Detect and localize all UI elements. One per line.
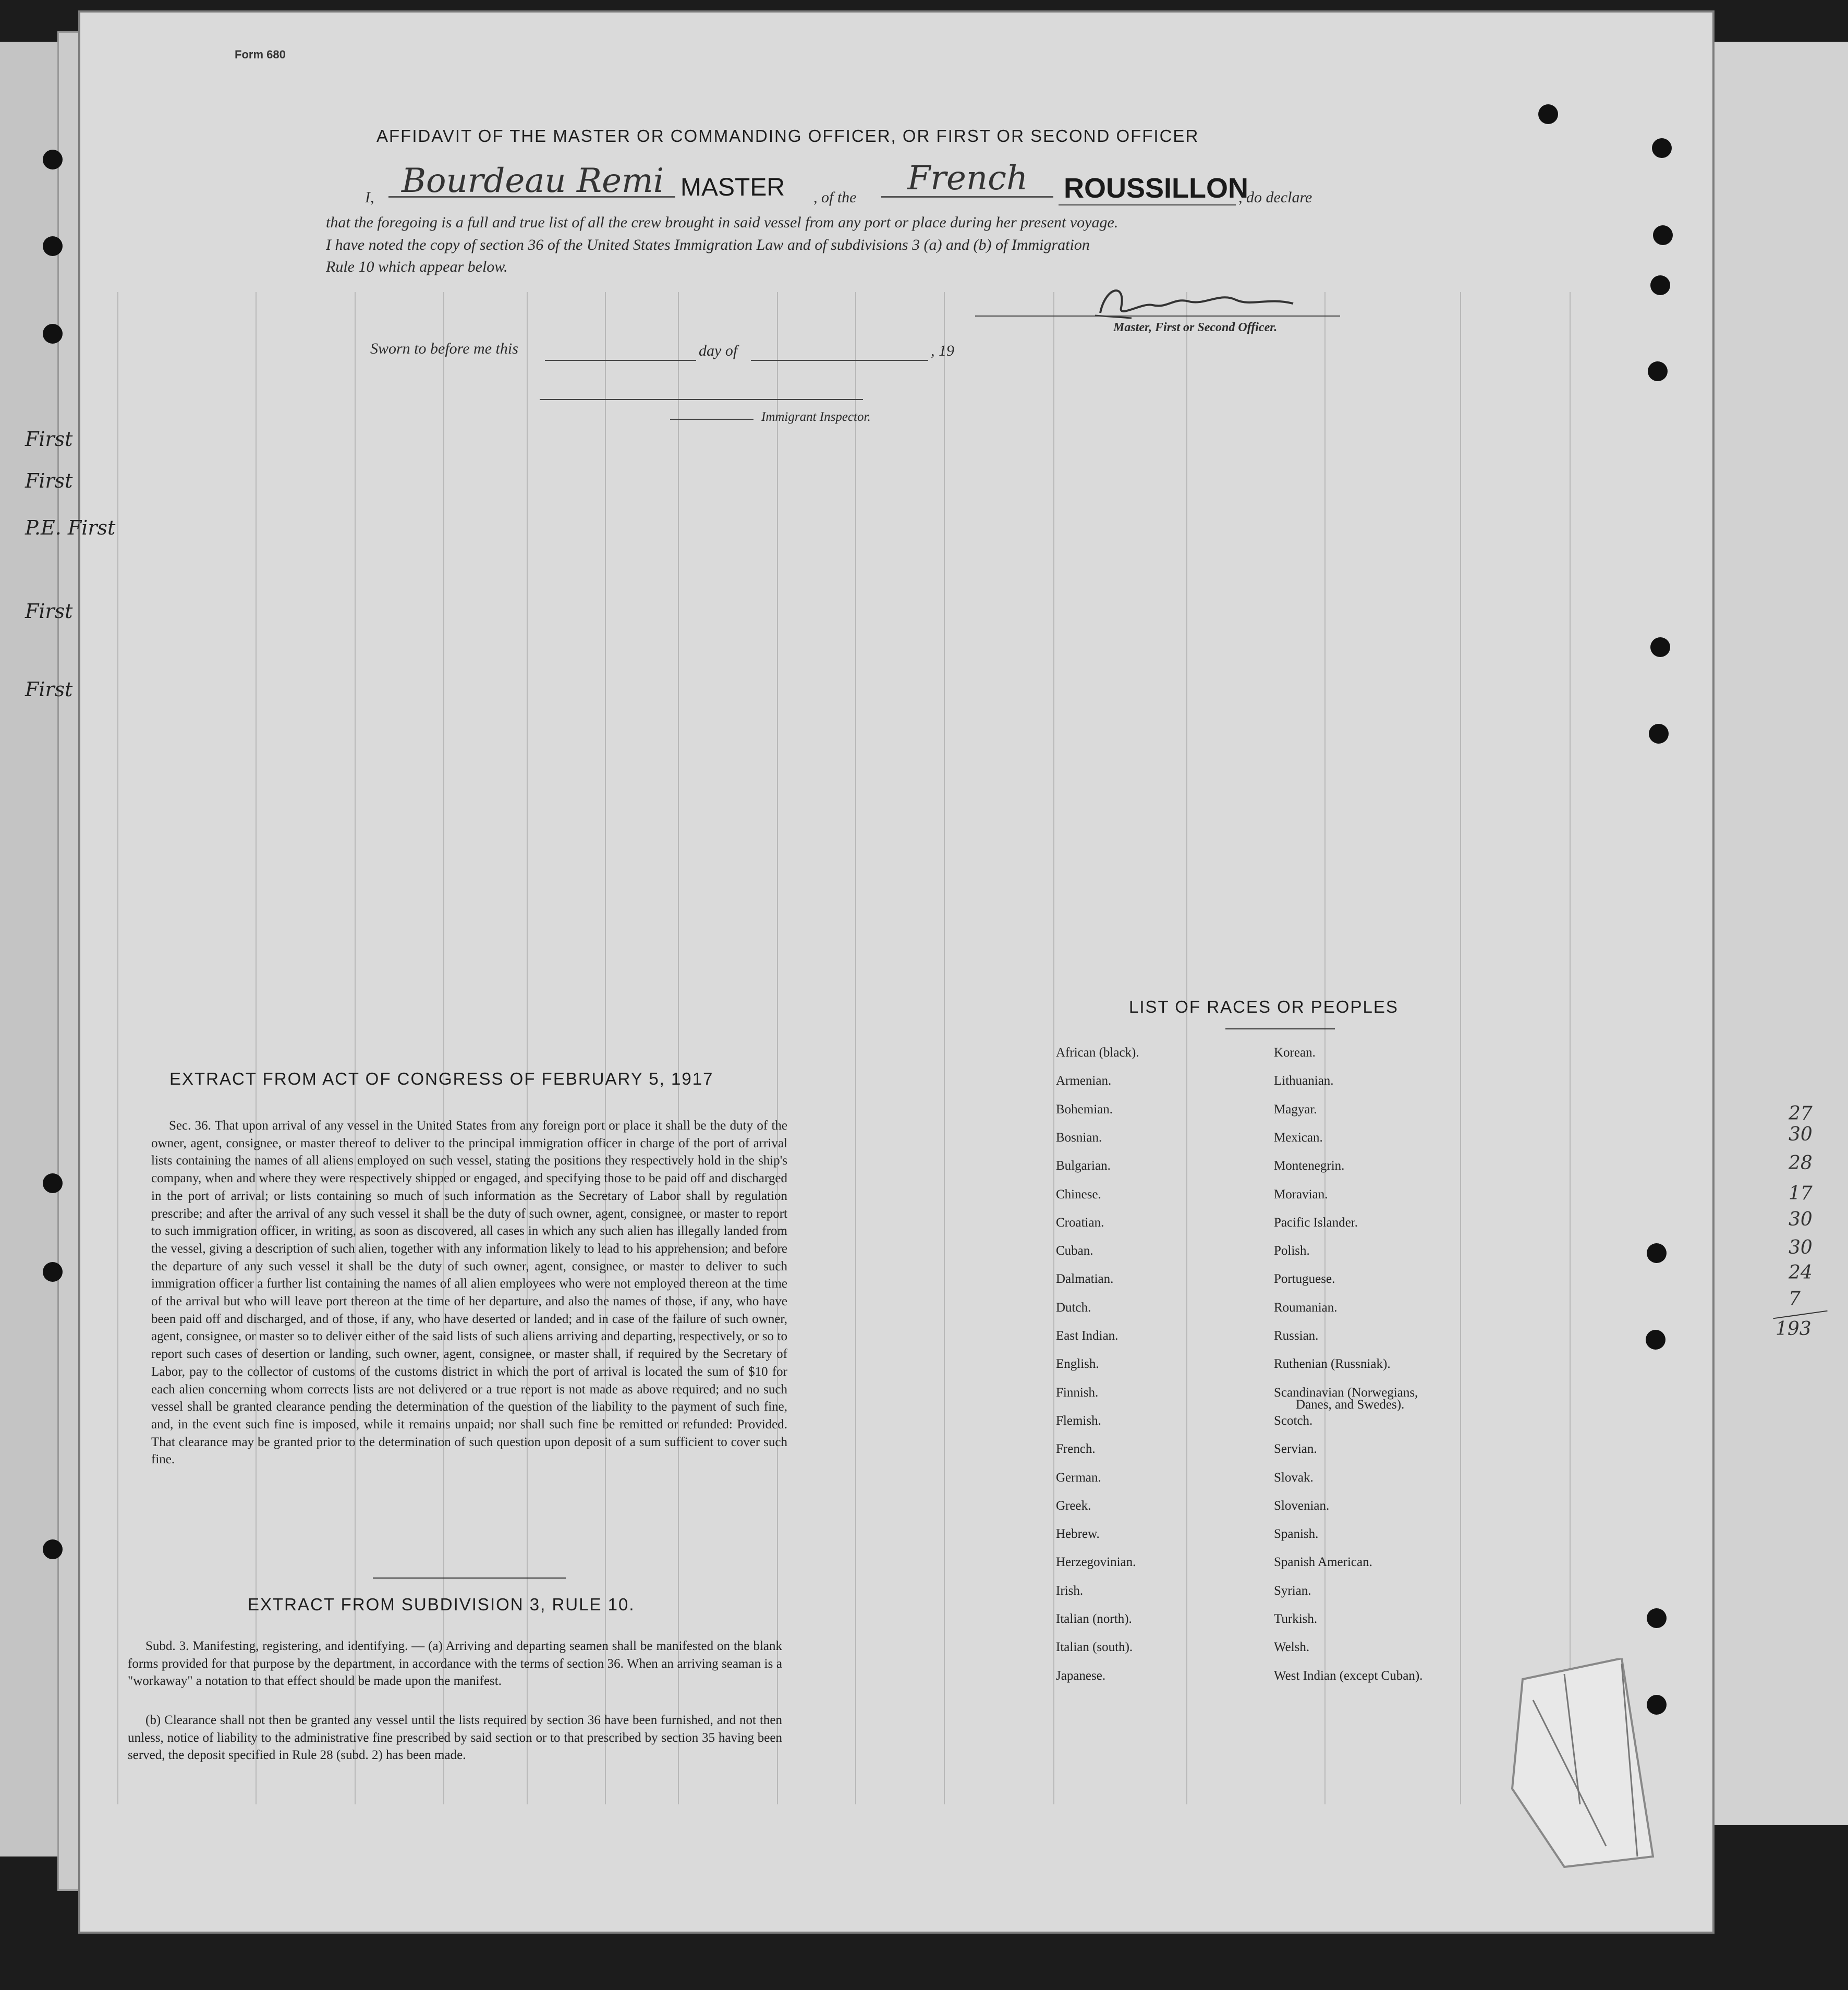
tally-number: 24 <box>1789 1262 1813 1283</box>
tally-number: 17 <box>1789 1183 1813 1204</box>
race-item: English. <box>1056 1357 1099 1372</box>
sworn-day-line <box>545 360 696 361</box>
month-line <box>751 360 928 361</box>
vessel-name: ROUSSILLON <box>1064 173 1249 204</box>
race-item: Spanish American. <box>1274 1555 1372 1570</box>
race-item: Servian. <box>1274 1442 1317 1457</box>
race-item: Roumanian. <box>1274 1300 1338 1315</box>
race-item: Finnish. <box>1056 1385 1099 1400</box>
affidavit-title: AFFIDAVIT OF THE MASTER OR COMMANDING OFFICER, OR FIRST OR SECOND OFFICER <box>376 126 1199 145</box>
race-item: Dutch. <box>1056 1300 1091 1315</box>
act-extract-title: EXTRACT FROM ACT OF CONGRESS OF FEBRUARY 5, 1917 <box>169 1069 714 1088</box>
race-item: Scotch. <box>1274 1413 1313 1428</box>
race-item: Bosnian. <box>1056 1130 1102 1145</box>
tally-number: 30 <box>1789 1124 1813 1145</box>
master-name-handwritten: Bourdeau Remi <box>402 162 664 200</box>
race-item: Flemish. <box>1056 1413 1101 1428</box>
race-item: Italian (south). <box>1056 1640 1133 1655</box>
margin-note: P.E. First <box>25 516 116 539</box>
race-item: Pacific Islander. <box>1274 1215 1358 1230</box>
sworn-text: Sworn to before me this <box>370 340 518 357</box>
race-item: Herzegovinian. <box>1056 1555 1136 1570</box>
race-item: East Indian. <box>1056 1329 1118 1343</box>
race-item: Italian (north). <box>1056 1612 1132 1626</box>
race-item: Irish. <box>1056 1583 1084 1598</box>
affidavit-line-4: Rule 10 which appear below. <box>326 258 508 275</box>
race-item: German. <box>1056 1470 1101 1485</box>
rule-extract-title: EXTRACT FROM SUBDIVISION 3, RULE 10. <box>248 1595 635 1614</box>
margin-note: First <box>25 600 73 623</box>
inspector-signature-line <box>540 399 863 400</box>
tally-number: 193 <box>1776 1318 1811 1340</box>
race-item: Croatian. <box>1056 1215 1104 1230</box>
race-item: Bulgarian. <box>1056 1159 1111 1173</box>
signature-line <box>975 316 1340 317</box>
race-item: Portuguese. <box>1274 1272 1335 1287</box>
race-item: Armenian. <box>1056 1074 1112 1088</box>
race-scandinavian-cont: Danes, and Swedes). <box>1296 1398 1405 1412</box>
vessel-line <box>1059 204 1236 205</box>
race-item: Dalmatian. <box>1056 1272 1114 1287</box>
races-title-underline <box>1225 1028 1335 1029</box>
race-item: Lithuanian. <box>1274 1074 1334 1088</box>
race-item: Moravian. <box>1274 1187 1328 1202</box>
race-item: Korean. <box>1274 1046 1316 1060</box>
tally-number: 27 <box>1789 1103 1813 1124</box>
races-title: LIST OF RACES OR PEOPLES <box>1129 997 1399 1016</box>
race-item: Spanish. <box>1274 1527 1319 1542</box>
race-item: French. <box>1056 1442 1096 1457</box>
race-item: African (black). <box>1056 1046 1139 1060</box>
race-item: Magyar. <box>1274 1102 1317 1117</box>
torn-corner <box>1502 1658 1658 1877</box>
form-number: Form 680 <box>235 48 286 61</box>
margin-note: First <box>25 469 73 492</box>
tally-number: 7 <box>1789 1288 1801 1309</box>
rule-extract-para-a: Subd. 3. Manifesting, registering, and identifying. — (a) Arriving and departing seamen shall be manifested on the blank forms provided for that purpose by the department, in accordance with the terms of section 36. When an arriving seaman is a "workaway" a notation to that effect should be made upon the manifest. <box>128 1639 782 1689</box>
race-item: Polish. <box>1274 1244 1310 1258</box>
race-item: Syrian. <box>1274 1583 1311 1598</box>
race-item: Ruthenian (Russniak). <box>1274 1357 1391 1372</box>
race-item: Bohemian. <box>1056 1102 1113 1117</box>
of-the: , of the <box>813 189 857 206</box>
race-item: Chinese. <box>1056 1187 1101 1202</box>
inspector-short-line <box>670 419 753 420</box>
day-of: day of <box>699 342 738 359</box>
tally-number: 30 <box>1789 1237 1813 1258</box>
race-item: Russian. <box>1274 1329 1319 1343</box>
affidavit-line-3: I have noted the copy of section 36 of the United States Immigration Law and of subdivisions 3 (a) and (b) of Immigration <box>326 236 1090 253</box>
race-item: Scandinavian (Norwegians, <box>1274 1385 1418 1400</box>
affidavit-i: I, <box>365 189 374 206</box>
race-item: Welsh. <box>1274 1640 1310 1655</box>
inspector-label: Immigrant Inspector. <box>761 410 871 424</box>
rank: MASTER <box>680 174 785 201</box>
race-item: Montenegrin. <box>1274 1159 1345 1173</box>
race-item: Greek. <box>1056 1498 1091 1513</box>
race-item: Japanese. <box>1056 1668 1106 1683</box>
do-declare: , do declare <box>1238 189 1312 206</box>
act-extract-text: Sec. 36. That upon arrival of any vessel in the United States from any foreign port or place it shall be the duty of the owner, agent, consignee, or master thereof to deliver to the principal immigration officer in charge of the port of arrival lists containing the names of all aliens employed on such vessel, stating the positions they respectively hold in the ship's company, when and where they were respectively shipped or engaged, and specifying those to be paid off and discharged in the port of arrival; or lists containing so much of such information as the Secretary of Labor shall by regulation prescribe; and after the arrival of any such vessel it shall be the duty of such owner, agent, consignee, or master to report to such immigration officer, in writing, as soon as discovered, all cases in which any such alien has illegally landed from the vessel, giving a description of such alien, together with any information likely to lead to his apprehension; and before the departure of any such vessel it shall be the duty of such owner, agent, consignee, or master to deliver to such immigration officer a further list containing the names of all alien employees who were not employed thereon at the time of the arrival but who will leave port thereon at the time of her departure, and also the names of those, if any, who have been paid off and discharged, and of those, if any, who have deserted or landed; and in case of the failure of such owner, agent, consignee, or master so to deliver either of the said lists of such aliens arriving and departing, respectively, or so to report such cases of desertion or landing, such owner, agent, consignee, or master shall, if required by the Secretary of Labor, pay to the collector of customs of the customs district in which the port of arrival is located the sum of $10 for each alien concerning whom corrects lists are not delivered or a true report is not made as above required; and no such vessel shall be granted clearance pending the determination of the question of the liability to the payment of such fine, and, in the event such fine is imposed, while it remains unpaid; nor shall such fine be remitted or refunded: Provided. That clearance may be granted prior to the determination of such question upon deposit of a sum sufficient to cover such fine. <box>151 1119 787 1467</box>
nationality-handwritten: French <box>907 159 1028 198</box>
race-item: Slovenian. <box>1274 1498 1330 1513</box>
race-item: Mexican. <box>1274 1130 1323 1145</box>
tally-number: 28 <box>1789 1152 1813 1174</box>
section-divider <box>373 1578 566 1579</box>
race-item: Cuban. <box>1056 1244 1093 1258</box>
race-item: Turkish. <box>1274 1612 1318 1626</box>
tally-number: 30 <box>1789 1209 1813 1230</box>
margin-note: First <box>25 428 73 451</box>
race-item: Slovak. <box>1274 1470 1314 1485</box>
signature-label: Master, First or Second Officer. <box>1113 321 1278 334</box>
race-item: West Indian (except Cuban). <box>1274 1668 1423 1683</box>
race-item: Hebrew. <box>1056 1527 1100 1542</box>
rule-extract-para-b: (b) Clearance shall not then be granted any vessel until the lists required by section 36 have been furnished, and not then unless, notice of liability to the administrative fine prescribed by said section or to that prescribed by section 35 having been served, the deposit specified in Rule 28 (subd. 2) has been made. <box>128 1713 782 1763</box>
margin-note: First <box>25 678 73 701</box>
underlying-sheet-right <box>1700 42 1848 1825</box>
affidavit-line-2: that the foregoing is a full and true list of all the crew brought in said vessel from any port or place during her present voyage. <box>326 214 1118 231</box>
year-prefix: , 19 <box>931 342 954 359</box>
